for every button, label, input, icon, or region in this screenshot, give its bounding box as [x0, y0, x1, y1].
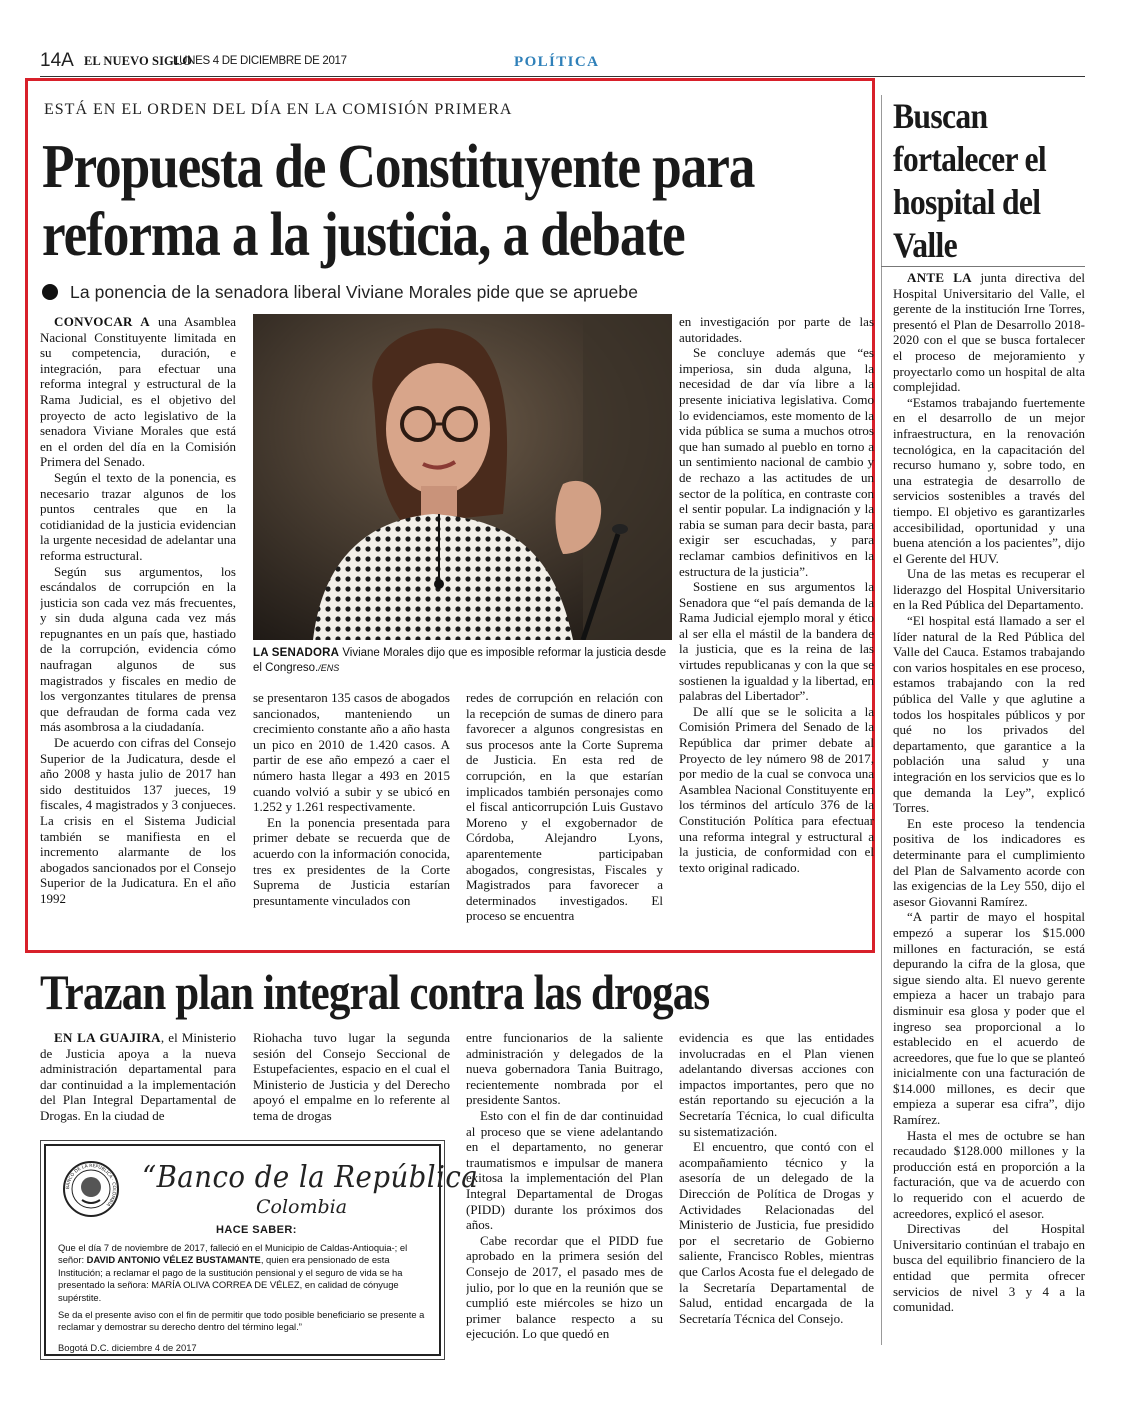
notice-body	[58, 1242, 433, 1339]
drugs-paragraph: evidencia es que las entidades involucradas en el Plan vienen adelantando diversas acciones con impactos importantes, pero que no están reportando su ejecución a la Secretaría Técnica, lo cual dificulta su sistematización.	[679, 1030, 874, 1139]
masthead-rule	[40, 76, 1085, 77]
notice-inner-border	[44, 1144, 479, 1356]
deceased-name: DAVID ANTONIO VÉLEZ BUSTAMANTE	[86, 1254, 261, 1266]
drugs-column-2	[253, 1030, 450, 1135]
drugs-column-1	[40, 1030, 236, 1135]
sidebar-rule	[881, 266, 1085, 267]
bank-notice	[40, 1140, 479, 1360]
seal-text: BANCO DE LA REPÚBLICA · COLOMBIA	[65, 1163, 117, 1207]
drugs-paragraph: El encuentro, que contó con el acompañamiento técnico y la asesoría de un delegado de la Dirección de Política de Drogas y Actividades Relacionadas del Ministerio de Justicia, fue presidido por el secretario de Gobierno saliente, Francisco Robles, mientras que Carlos Acosta fue el delegado de la Secretaría Departamental de Salud, entidad encargada de la Secretaría Técnica del Consejo.	[679, 1139, 874, 1326]
lead-paragraph: Según sus argumentos, los escándalos de corrupción en la justicia son cada vez más frecuentes, y sin duda alguna cada vez más repugnantes en un país que, hastiado de la corrupción, evidencia cómo naufragan algunos de sus magistrados y fiscales en medio de los vergonzantes titulares de prensa que defraudan de forma cada vez más asombrosa a la ciudadanía.	[40, 563, 236, 735]
lead-paragraph: CONVOCAR A una Asamblea Nacional Constituyente limitada en su competencia, duración, e integración, para efectuar una reforma integral y estructural de la Rama Judicial, es el objetivo del proyecto de acto legislativo de la senadora Viviane Morales que está en el orden del día en la Comisión Primera del Senado.	[40, 314, 236, 470]
bank-seal-icon	[62, 1160, 120, 1218]
notice-paragraph: Se da el presente aviso con el fin de permitir que todo posible beneficiario se presente a reclamar y demostrar su derecho dentro del término legal.”	[58, 1309, 425, 1333]
sidebar-body	[893, 270, 1085, 1355]
lead-headline-line-2: reforma a la justicia, a debate	[42, 201, 685, 269]
caption-credit: /ENS	[318, 663, 340, 673]
notice-heading: HACE SABER:	[216, 1224, 297, 1236]
lead-kicker: ESTÁ EN EL ORDEN DEL DÍA EN LA COMISIÓN PRIMERA	[44, 101, 513, 118]
bank-name: “Banco de la República	[142, 1160, 479, 1195]
caption-label: LA SENADORA	[253, 647, 340, 659]
lead-paragraph: Según el texto de la ponencia, es necesario trazar algunos de los puntos centrales que en la cotidianidad de la justicia evidencian la urgente necesidad de adelantar una reforma estructural.	[40, 469, 236, 563]
drugs-column-3	[466, 1030, 663, 1360]
deck-text: La ponencia de la senadora liberal Viviane Morales pide que se apruebe	[70, 282, 639, 302]
bank-country: Colombia	[256, 1196, 348, 1218]
drugs-paragraph: EN LA GUAJIRA, el Ministerio de Justicia apoya a la nueva administración departamental para dar continuidad a la implementación del Plan Integral Departamental de Drogas. En la ciudad de	[40, 1030, 236, 1123]
drugs-paragraph: entre funcionarios de la saliente administración y delegados de la nueva gobernadora Tania Buitrago, recientemente nombrada por el presidente Santos.	[466, 1030, 663, 1108]
sidebar-lead-in: ANTE LA	[907, 270, 972, 285]
lead-paragraph: En la ponencia presentada para primer debate se recuerda que de acuerdo con la información conocida, tres ex presidentes de la Corte Suprema de Justicia estarían presuntamente vinculados con	[253, 814, 450, 908]
lead-headline	[42, 133, 755, 269]
drugs-paragraph: Cabe recordar que el PIDD fue aprobado en la primera sesión del Consejo de 2017, el pasado mes de julio, por lo que en la reunión que se cumplió este miércoles se hizo un primer balance respecto a su ejecución. Lo que quedó en	[466, 1232, 663, 1342]
section-name: POLÍTICA	[514, 54, 600, 70]
sidebar-paragraph: “Estamos trabajando fuertemente en el desarrollo de un mejor infraestructura, en la renovación tecnológica, en la capacitación del recurso humano y, sobre todo, en una estrategia de desarrollo de servicios sostenibles a través del tiempo. El objetivo es garantizarles accesibilidad, oportunidad y una buena atención a los pacientes”, dijo el Gerente del HUV.	[893, 394, 1085, 566]
sidebar-headline: Buscan fortalecer el hospital del Valle	[893, 96, 1046, 265]
lead-paragraph: se presentaron 135 casos de abogados sancionados, manteniendo un crecimiento constante año a año hasta un pico en 2010 de 1.420 casos. A partir de ese año empezó a caer el número hasta llegar a 493 en 2015 cuando volvió a subir y se ubicó en 1.252 y 1.261 respectivamente.	[253, 690, 450, 815]
page-number: 14A	[40, 50, 74, 71]
lead-in: CONVOCAR A	[54, 314, 150, 329]
sidebar-paragraph: “El hospital está llamado a ser el líder natural de la Red Pública del Valle del Cauca. Estamos trabajando con varios hospitales en ese proceso, estamos trabajando con la red pública del Valle y que aglutine a todos los hospitales públicos y por qué no los privados del departamento, que garantice a la población una salud y una integración en los servicios que es lo que demanda la Ley”, explicó Torres.	[893, 613, 1085, 816]
lead-deck	[42, 282, 862, 306]
sidebar-paragraph: Una de las metas es recuperar el liderazgo del Hospital Universitario en la Red Pública del Departamento.	[893, 566, 1085, 613]
sidebar-paragraph: Hasta el mes de octubre se han recaudado $128.000 millones y la producción está en proporción a la facturación, que va de acuerdo con lo requerido con el acuerdo de acreedores, explicó el asesor.	[893, 1127, 1085, 1221]
notice-paragraph: Que el día 7 de noviembre de 2017, falleció en el Municipio de Caldas-Antioquia-; el señor: DAVID ANTONIO VÉLEZ BUSTAMANTE, quien era pensionado de esta Institución; a reclamar el pago de la sustitución pensional y el seguro de vida se ha presentado la señora: MARÍA OLIVA CORREA DE VÉLEZ, en calidad de cónyuge supérstite.	[58, 1242, 408, 1303]
paper-name: EL NUEVO SIGLO	[84, 54, 193, 68]
masthead	[40, 50, 1085, 76]
lead-column-4	[679, 314, 874, 934]
lead-column-3	[466, 690, 663, 934]
drugs-column-4	[679, 1030, 874, 1360]
drugs-paragraph: Riohacha tuvo lugar la segunda sesión del Consejo Seccional de Estupefacientes, espacio en el cual el Ministerio de Justicia y del Derecho apoyó el empalme en lo referente al tema de drogas	[253, 1030, 450, 1123]
caption-text: Viviane Morales dijo que es imposible reformar la justicia desde el Congreso.	[253, 647, 667, 674]
sidebar-paragraph: En este proceso la tendencia positiva de los indicadores es determinante para el cumplimiento del Plan de Salvamento acorde con las exigencias de la Ley 550, dijo el asesor Giovanni Ramírez.	[893, 815, 1085, 909]
lead-paragraph: De acuerdo con cifras del Consejo Superior de la Judicatura, desde el año 2008 y hasta julio de 2017 han sido destituidos 137 jueces, 19 fiscales, 4 magistrados y 3 conjueces. La crisis en el Sistema Judicial también se manifiesta en el incremento alarmante de los abogados sancionados por el Consejo Superior de la Judicatura. En el año 1992	[40, 735, 236, 906]
lead-paragraph: Se concluye además que “es imperiosa, sin duda alguna, la necesidad de dar vía libre a la presente iniciativa legislativa. Como lo evidenciamos, este momento de la vida pública se suma a muchos otros que han sumado al pueblo en torno a un sentimiento nacional de cambio y de rechazo a las actitudes de un sector de la política, en contraste con el sentir popular. La indignación y la rabia se suman para decir basta, para exigir ser escuchadas, y para reclamar cambios definitivos en la estructura de la justicia”.	[679, 345, 874, 579]
lead-paragraph: De allí que se le solicita a la Comisión Primera del Senado de la República dar primer debate al Proyecto de ley número 98 de 2017, por medio de la cual se convoca una Asamblea Nacional Constituyente en los términos del artículo 376 de la Constitución Política para efectuar una reforma integral y estructural a la justicia, de conformidad con el texto original radicado.	[679, 703, 874, 875]
senator-photo	[253, 314, 672, 640]
lead-paragraph: redes de corrupción en relación con la recepción de sumas de dinero para favorecer a algunos congresistas en sus procesos ante la Corte Suprema de Justicia. En esta red de corrupción, en la que estarían implicados también personajes como el fiscal anticorrupción Luis Gustavo Moreno y el exgobernador de Córdoba, Alejandro Lyons, aparentemente participaban abogados, congresistas, Fiscales y Magistrados para favorecer a determinados investigados. El proceso se encuentra	[466, 690, 663, 924]
drugs-paragraph: Esto con el fin de dar continuidad al proceso que se viene adelantando en el departamento, no generar traumatismos e impulsar de manera exitosa la implementación del Plan Integral Departamental de Drogas (PIDD) durante los próximos dos años.	[466, 1107, 663, 1233]
sidebar-paragraph: “A partir de mayo el hospital empezó a superar los $15.000 millones en facturación, se está depurando la cifra de la glosa, que sigue siendo alta. El nuevo gerente empieza a hacer un trabajo para disminuir esa glosa y poder que el ingreso sea proporcional a lo establecido en el acuerdo de acreedores, que fue lo que se planteó inicialmente con una facturación de $14.000 millones, es decir que empieza a superar esa cifra”, dijo Ramírez.	[893, 909, 1085, 1128]
drugs-lead-in: EN LA GUAJIRA	[54, 1030, 161, 1045]
lead-headline-line-1: Propuesta de Constituyente para	[42, 133, 755, 201]
column-divider	[881, 95, 882, 1345]
issue-date: LUNES 4 DE DICIEMBRE DE 2017	[173, 55, 347, 67]
photo-caption	[253, 646, 672, 676]
sidebar-paragraph: Directivas del Hospital Universitario continúan el trabajo en busca del equilibrio financiero de la entidad que permita ofrecer servicios de nivel 3 y 4 a la comunidad.	[893, 1221, 1085, 1315]
sidebar-paragraph: ANTE LA junta directiva del Hospital Universitario del Valle, el gerente de la institución Irne Torres, presentó el Plan de Desarrollo 2018-2020 con el que se busca fortalecer el proceso de mejoramiento y proyectarlo como un hospital de alta complejidad.	[893, 270, 1085, 395]
notice-signature: Bogotá D.C. diciembre 4 de 2017	[58, 1342, 197, 1353]
lead-paragraph: en investigación por parte de las autoridades.	[679, 314, 874, 345]
lead-column-2	[253, 690, 450, 934]
deck-bullet	[42, 284, 58, 300]
drugs-headline: Trazan plan integral contra las drogas	[40, 964, 710, 1020]
lead-column-1	[40, 314, 236, 934]
lead-paragraph: Sostiene en sus argumentos la Senadora que “el país demanda de la Rama Judicial ejemplo moral y ético al ser ella el mástil de la bandera de la justicia, que es la reina de las virtudes republicanas y con la que se sostienen la igualdad y la libertad, en palabras del Libertador”.	[679, 579, 874, 704]
